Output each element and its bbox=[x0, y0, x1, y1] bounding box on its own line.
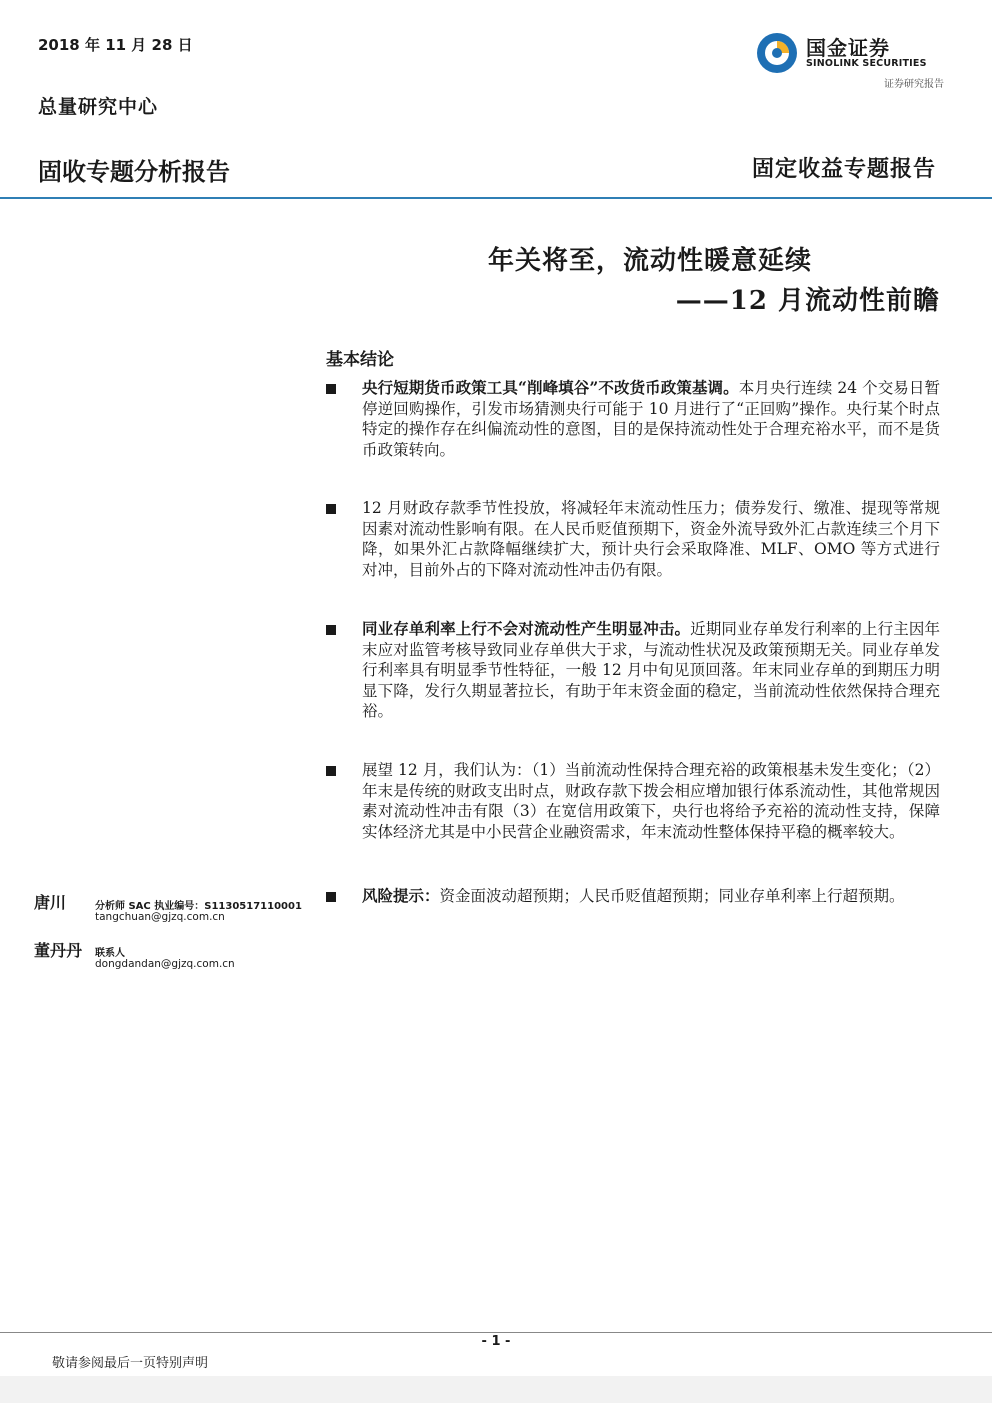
disclaimer-note: 敬请参阅最后一页特别声明 bbox=[52, 1356, 209, 1371]
bullet-square-icon bbox=[326, 892, 336, 902]
logo-chinese-name: 国金证券 bbox=[806, 36, 890, 60]
bullet-bold-lead: 央行短期货币政策工具“削峰填谷”不改货币政策基调。 bbox=[362, 378, 739, 397]
bullet-square-icon bbox=[326, 766, 336, 776]
logo-mark-icon bbox=[756, 32, 798, 74]
bullet-bold-lead: 风险提示： bbox=[362, 886, 440, 905]
bullet-bold-lead: 同业存单利率上行不会对流动性产生明显冲击。 bbox=[362, 619, 691, 638]
bullet-body: 近期同业存单发行利率的上行主因年末应对监管考核导致同业存单供大于求，与流动性状况及政策预期无关。同业存单发行利率具有明显季节性特征，一般 12 月中旬见顶回落。年末同业存单的到期压力明显下降，发行久期显著拉长，有助于年末资金面的稳定，当前流动性依然保持合理充裕。 bbox=[362, 620, 940, 720]
bullet-square-icon bbox=[326, 384, 336, 394]
header-divider bbox=[0, 197, 992, 199]
page-number: - 1 - bbox=[481, 1334, 511, 1349]
author-role: 联系人 bbox=[95, 948, 125, 959]
bullet-body: 本月央行连续 24 个交易日暂停逆回购操作，引发市场猜测央行可能于 10 月进行了“正回购”操作。央行某个时点特定的操作存在纠偏流动性的意图，目的是保持流动性处于合理充裕水平，而不是货币政策转向。 bbox=[362, 379, 941, 459]
bullet-item bbox=[326, 498, 940, 580]
report-type-right: 固定收益专题报告 bbox=[751, 156, 936, 182]
logo-english-name: SINOLINK SECURITIES bbox=[806, 58, 927, 69]
bullet-item bbox=[326, 760, 940, 842]
bullet-square-icon bbox=[326, 504, 336, 514]
footer-band bbox=[0, 1376, 992, 1403]
report-type-left: 固收专题分析报告 bbox=[38, 158, 230, 186]
logo-subtitle: 证券研究报告 bbox=[884, 79, 944, 90]
bullet-body: 资金面波动超预期；人民币贬值超预期；同业存单利率上行超预期。 bbox=[439, 887, 905, 905]
author-role: 分析师 SAC 执业编号：S1130517110001 bbox=[95, 901, 302, 912]
bullet-body: 展望 12 月，我们认为：（1）当前流动性保持合理充裕的政策根基未发生变化；（2）年末是传统的财政支出时点，财政存款下拨会相应增加银行体系流动性，其他常规因素对流动性冲击有限（3）在宽信用政策下，央行也将给予充裕的流动性支持，保障实体经济尤其是中小民营企业融资需求，年末流动性整体保持平稳的概率较大。 bbox=[362, 761, 940, 841]
author-email[interactable]: dongdandan@gjzq.com.cn bbox=[95, 958, 235, 970]
bullet-item bbox=[326, 619, 940, 722]
section-heading: 基本结论 bbox=[326, 350, 394, 370]
bullet-item bbox=[326, 886, 940, 907]
footer-divider bbox=[0, 1332, 992, 1333]
bullet-body: 12 月财政存款季节性投放，将减轻年末流动性压力；债券发行、缴准、提现等常规因素对流动性影响有限。在人民币贬值预期下，资金外流导致外汇占款连续三个月下降，如果外汇占款降幅继续扩大，预计央行会采取降准、MLF、OMO 等方式进行对冲，目前外占的下降对流动性冲击仍有限。 bbox=[362, 499, 940, 579]
department-name: 总量研究中心 bbox=[38, 96, 159, 118]
bullet-item bbox=[326, 378, 940, 460]
report-subtitle: ——12 月流动性前瞻 bbox=[675, 286, 940, 316]
bullet-square-icon bbox=[326, 625, 336, 635]
report-date: 2018 年 11 月 28 日 bbox=[38, 36, 193, 54]
author-name: 唐川 bbox=[34, 893, 67, 912]
report-title: 年关将至，流动性暖意延续 bbox=[487, 246, 812, 276]
author-email[interactable]: tangchuan@gjzq.com.cn bbox=[95, 911, 225, 923]
author-name: 董丹丹 bbox=[34, 941, 83, 960]
